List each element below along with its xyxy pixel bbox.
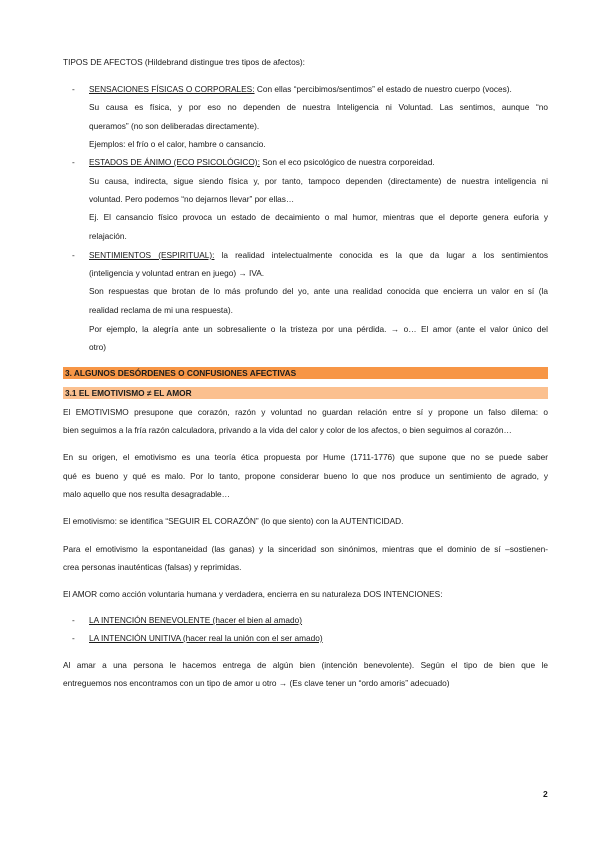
- list-dash: -: [72, 615, 75, 625]
- intention-unitive: LA INTENCIÓN UNITIVA (hacer real la unión con el ser amado): [89, 633, 323, 643]
- item-heading: SENTIMIENTOS (ESPIRITUAL):: [89, 250, 215, 260]
- subsection-header: [63, 387, 548, 399]
- item-line: Ej. El cansancio físico provoca un estado de decaimiento o mal humor, mientras que el deporte genera euforia y: [89, 212, 548, 222]
- item-heading-rest: la realidad intelectualmente conocida es la que da lugar a los sentimientos: [214, 250, 548, 260]
- paragraph-line: qué es bueno y qué es malo. Por lo tanto, propone considerar bueno lo que nos produce un sentimiento de agrado, y: [63, 471, 548, 481]
- item-heading: ESTADOS DE ÁNIMO (ECO PSICOLÓGICO):: [89, 157, 260, 167]
- paragraph-line: En su origen, el emotivismo es una teoría ética propuesta por Hume (1711-1776) que supone que no se puede saber: [63, 452, 548, 462]
- item-line: otro): [89, 342, 107, 352]
- paragraph-line: El AMOR como acción voluntaria humana y verdadera, encierra en su naturaleza DOS INTENCIONES:: [63, 589, 443, 599]
- item-line: relajación.: [89, 231, 127, 241]
- intention-benevolent: LA INTENCIÓN BENEVOLENTE (hacer el bien al amado): [89, 615, 303, 625]
- list-item-estados: [89, 157, 435, 168]
- item-line: Son respuestas que brotan de lo más profundo del yo, ante una realidad conocida que encierra un valor en sí (la: [89, 286, 548, 296]
- paragraph-line: El emotivismo: se identifica “SEGUIR EL CORAZÓN” (lo que siento) con la AUTENTICIDAD.: [63, 516, 404, 526]
- item-line: Su causa, indirecta, sigue siendo física y, por tanto, tampoco dependen (directamente) de nuestra inteligencia ni: [89, 176, 548, 186]
- section-header: [63, 367, 548, 379]
- list-dash: -: [72, 157, 75, 167]
- item-line: realidad reclama de mi una respuesta).: [89, 305, 233, 315]
- list-item-sensaciones: [89, 84, 512, 95]
- list-dash: -: [72, 250, 75, 260]
- paragraph-line: malo aquello que nos resulta desagradable…: [63, 489, 230, 499]
- closing-line: Al amar a una persona le hacemos entrega de algún bien (intención benevolente). Según el tipo de bien que le: [63, 660, 548, 670]
- item-line: Ejemplos: el frío o el calor, hambre o cansancio.: [89, 139, 266, 149]
- paragraph-line: bien seguimos a la fría razón calculadora, privando a la vida del calor y color de los afectos, o bien seguimos al corazón…: [63, 425, 512, 435]
- paragraph-line: El EMOTIVISMO presupone que corazón, razón y voluntad no guardan relación entre sí y propone un falso dilema: o: [63, 407, 548, 417]
- item-heading: SENSACIONES FÍSICAS O CORPORALES:: [89, 84, 255, 94]
- intro-text: TIPOS DE AFECTOS (Hildebrand distingue tres tipos de afectos):: [63, 57, 305, 67]
- list-item-sentimientos: [89, 250, 548, 261]
- item-line: (inteligencia y voluntad entran en juego) → IVA.: [89, 268, 265, 278]
- item-line: Su causa es física, y por eso no dependen de nuestra Inteligencia ni Voluntad. Las sentimos, aunque “no: [89, 102, 548, 112]
- paragraph-line: Para el emotivismo la espontaneidad (las ganas) y la sinceridad son sinónimos, mientras que el dominio de sí –sostienen-: [63, 544, 548, 554]
- item-line: Por ejemplo, la alegría ante un sobresaliente o la tristeza por una pérdida. → o… El amor (ante el valor único del: [89, 324, 548, 334]
- item-heading-rest: Son el eco psicológico de nuestra corporeidad.: [259, 157, 435, 167]
- item-line: queramos” (no son deliberadas directamente).: [89, 121, 260, 131]
- page-number: 2: [543, 789, 548, 799]
- list-dash: -: [72, 84, 75, 94]
- item-heading-rest: Con ellas “percibimos/sentimos” el estado de nuestro cuerpo (voces).: [254, 84, 512, 94]
- subsection-title: 3.1 EL EMOTIVISMO ≠ EL AMOR: [65, 388, 192, 398]
- list-dash: -: [72, 633, 75, 643]
- section-title: 3. ALGUNOS DESÓRDENES O CONFUSIONES AFECTIVAS: [65, 368, 297, 378]
- closing-line: entreguemos nos encontramos con un tipo de amor u otro → (Es clave tener un “ordo amoris” adecuado): [63, 678, 450, 688]
- paragraph-line: crea personas inauténticas (falsas) y reprimidas.: [63, 562, 242, 572]
- item-line: voluntad. Pero podemos “no dejarnos llevar” por ellas…: [89, 194, 295, 204]
